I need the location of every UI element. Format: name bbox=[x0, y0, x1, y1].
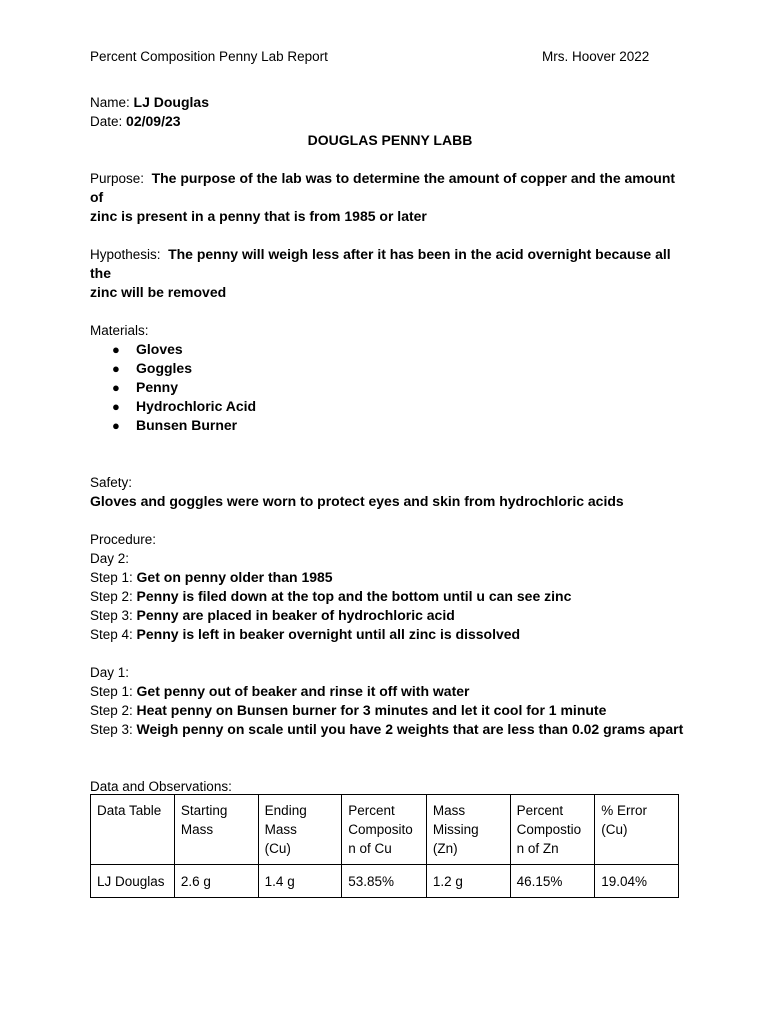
hypothesis-text-1: The penny will weigh less after it has been in the acid overnight because all the bbox=[90, 246, 671, 281]
safety-text: Gloves and goggles were worn to protect eyes and skin from hydrochloric acids bbox=[90, 493, 624, 509]
table-cell: 53.85% bbox=[342, 865, 427, 898]
materials-list bbox=[90, 340, 690, 435]
day1-step-1: Step 1: Get penny out of beaker and rinse it off with water bbox=[90, 683, 470, 699]
procedure-label: Procedure: bbox=[90, 532, 157, 547]
day2-label: Day 2: bbox=[90, 551, 130, 566]
purpose-label: Purpose: bbox=[90, 171, 145, 186]
name-value: LJ Douglas bbox=[133, 94, 209, 110]
table-header-cell: Starting Mass bbox=[174, 795, 258, 865]
list-item: ● Bunsen Burner bbox=[112, 417, 238, 433]
table-cell: LJ Douglas bbox=[91, 865, 175, 898]
name-line bbox=[90, 93, 690, 112]
list-item: ● Gloves bbox=[112, 341, 183, 357]
day2-step-4: Step 4: Penny is left in beaker overnight until all zinc is dissolved bbox=[90, 626, 521, 642]
hypothesis-text-2: zinc will be removed bbox=[90, 284, 227, 300]
date-value: 02/09/23 bbox=[126, 113, 181, 129]
table-header-cell: % Error (Cu) bbox=[595, 795, 679, 865]
table-header-cell: Ending Mass (Cu) bbox=[258, 795, 342, 865]
bullet-icon: ● bbox=[112, 342, 120, 357]
report-body bbox=[90, 93, 690, 796]
data-observations-label: Data and Observations: bbox=[90, 779, 232, 794]
list-item: ● Penny bbox=[112, 379, 179, 395]
purpose-text-1: The purpose of the lab was to determine the amount of copper and the amount of bbox=[90, 170, 676, 205]
table-row bbox=[91, 865, 679, 898]
list-item: ● Goggles bbox=[112, 360, 193, 376]
day2-step-3: Step 3: Penny are placed in beaker of hydrochloric acid bbox=[90, 607, 455, 623]
day2-step-1: Step 1: Get on penny older than 1985 bbox=[90, 569, 333, 585]
bullet-icon: ● bbox=[112, 418, 120, 433]
header-title: Percent Composition Penny Lab Report bbox=[90, 49, 328, 64]
materials-label: Materials: bbox=[90, 323, 149, 338]
table-cell: 46.15% bbox=[510, 865, 595, 898]
bullet-icon: ● bbox=[112, 361, 120, 376]
table-header-cell: Mass Missing (Zn) bbox=[426, 795, 510, 865]
bullet-icon: ● bbox=[112, 380, 120, 395]
bullet-icon: ● bbox=[112, 399, 120, 414]
name-label: Name: bbox=[90, 95, 130, 110]
safety-label: Safety: bbox=[90, 475, 133, 490]
table-header-row bbox=[91, 795, 679, 865]
day2-step-2: Step 2: Penny is filed down at the top and the bottom until u can see zinc bbox=[90, 588, 572, 604]
day1-label: Day 1: bbox=[90, 665, 130, 680]
table-header-cell: Percent Composito n of Cu bbox=[342, 795, 427, 865]
purpose-text-2: zinc is present in a penny that is from 1985 or later bbox=[90, 208, 427, 224]
lab-title: DOUGLAS PENNY LABB bbox=[307, 132, 473, 148]
data-table bbox=[90, 794, 679, 898]
date-label: Date: bbox=[90, 114, 123, 129]
header-teacher: Mrs. Hoover 2022 bbox=[542, 49, 650, 64]
table-cell: 1.2 g bbox=[426, 865, 510, 898]
hypothesis-label: Hypothesis: bbox=[90, 247, 161, 262]
table-header-cell: Percent Compostio n of Zn bbox=[510, 795, 595, 865]
table-cell: 2.6 g bbox=[174, 865, 258, 898]
table-cell: 1.4 g bbox=[258, 865, 342, 898]
date-line bbox=[90, 112, 690, 131]
day1-step-2: Step 2: Heat penny on Bunsen burner for 3 minutes and let it cool for 1 minute bbox=[90, 702, 607, 718]
purpose-section bbox=[90, 169, 690, 207]
hypothesis-section bbox=[90, 245, 690, 283]
table-cell: 19.04% bbox=[595, 865, 679, 898]
list-item: ● Hydrochloric Acid bbox=[112, 398, 257, 414]
day1-step-3: Step 3: Weigh penny on scale until you have 2 weights that are less than 0.02 grams apart bbox=[90, 721, 684, 737]
table-header-cell: Data Table bbox=[91, 795, 175, 865]
